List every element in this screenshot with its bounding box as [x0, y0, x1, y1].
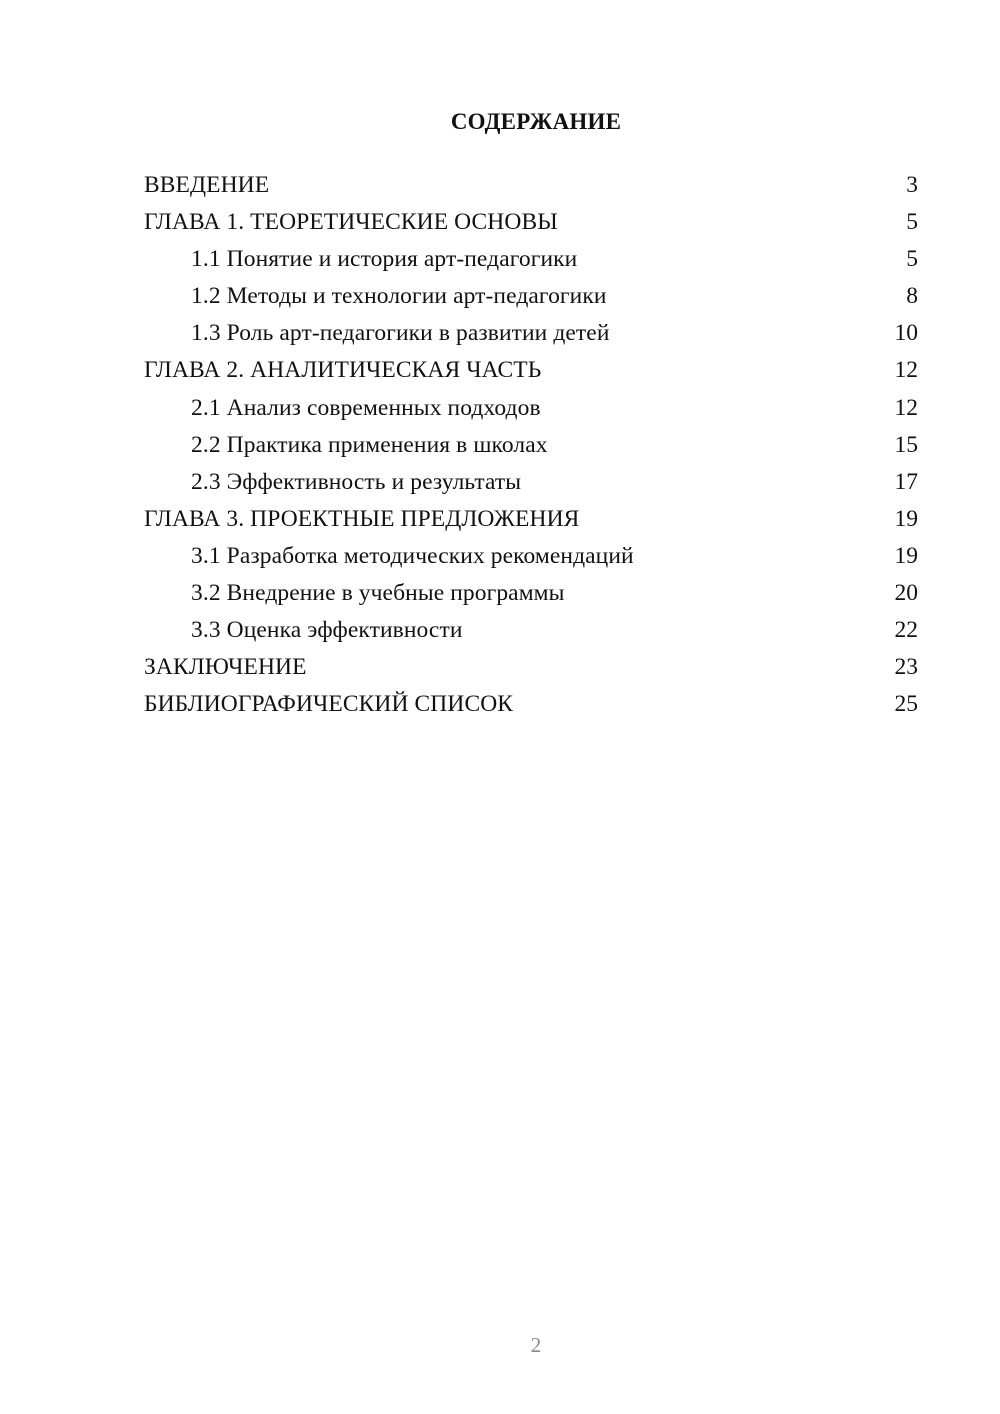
- toc-entry-label: 2.3 Эффективность и результаты: [191, 468, 522, 495]
- toc-entry[interactable]: [144, 167, 918, 204]
- toc-entry-label: ЗАКЛЮЧЕНИЕ: [144, 654, 307, 681]
- toc-entry-label: 3.1 Разработка методических рекомендаций: [191, 542, 634, 569]
- toc-entry-label: 1.3 Роль арт-педагогики в развитии детей: [191, 320, 610, 347]
- toc-entry-page: 8: [906, 283, 918, 310]
- toc-entry[interactable]: [144, 352, 918, 389]
- toc-entry[interactable]: [144, 575, 918, 612]
- toc-entry[interactable]: [144, 464, 918, 501]
- toc-entry-page: 10: [894, 320, 918, 347]
- table-of-contents: [144, 167, 918, 723]
- toc-entry[interactable]: [144, 686, 918, 723]
- toc-entry[interactable]: [144, 649, 918, 686]
- toc-entry[interactable]: [144, 315, 918, 352]
- toc-entry-label: ГЛАВА 1. ТЕОРЕТИЧЕСКИЕ ОСНОВЫ: [144, 209, 558, 236]
- toc-entry[interactable]: [144, 538, 918, 575]
- toc-entry[interactable]: [144, 427, 918, 464]
- toc-entry-page: 5: [906, 209, 918, 236]
- toc-entry-label: ВВЕДЕНИЕ: [144, 172, 270, 198]
- toc-entry-label: ГЛАВА 3. ПРОЕКТНЫЕ ПРЕДЛОЖЕНИЯ: [144, 505, 580, 532]
- toc-entry-page: 19: [894, 505, 918, 532]
- toc-entry[interactable]: [144, 501, 918, 538]
- toc-entry-label: 2.2 Практика применения в школах: [191, 431, 548, 458]
- toc-entry-label: БИБЛИОГРАФИЧЕСКИЙ СПИСОК: [144, 691, 514, 718]
- toc-entry[interactable]: [144, 612, 918, 649]
- toc-entry-page: 12: [894, 357, 918, 384]
- toc-entry-label: 3.3 Оценка эффективности: [191, 617, 463, 644]
- toc-entry-page: 22: [894, 617, 918, 644]
- page-number: 2: [530, 1333, 542, 1357]
- toc-entry-page: 17: [894, 468, 918, 495]
- toc-entry[interactable]: [144, 204, 918, 241]
- toc-entry-page: 23: [894, 654, 918, 681]
- toc-entry[interactable]: [144, 278, 918, 315]
- toc-entry-label: ГЛАВА 2. АНАЛИТИЧЕСКАЯ ЧАСТЬ: [144, 357, 542, 384]
- toc-entry-page: 25: [894, 691, 918, 718]
- toc-entry-page: 5: [906, 246, 918, 273]
- toc-entry-page: 12: [894, 394, 918, 421]
- toc-entry-label: 2.1 Анализ современных подходов: [191, 394, 541, 421]
- toc-entry[interactable]: [144, 241, 918, 278]
- toc-entry-page: 20: [894, 580, 918, 607]
- toc-entry[interactable]: [144, 390, 918, 427]
- toc-entry-label: 1.1 Понятие и история арт-педагогики: [191, 246, 578, 273]
- toc-entry-page: 3: [906, 172, 918, 198]
- toc-entry-label: 3.2 Внедрение в учебные программы: [191, 580, 565, 607]
- toc-entry-page: 19: [894, 542, 918, 569]
- page-title: СОДЕРЖАНИЕ: [450, 109, 622, 135]
- toc-entry-page: 15: [894, 431, 918, 458]
- toc-entry-label: 1.2 Методы и технологии арт-педагогики: [191, 283, 607, 310]
